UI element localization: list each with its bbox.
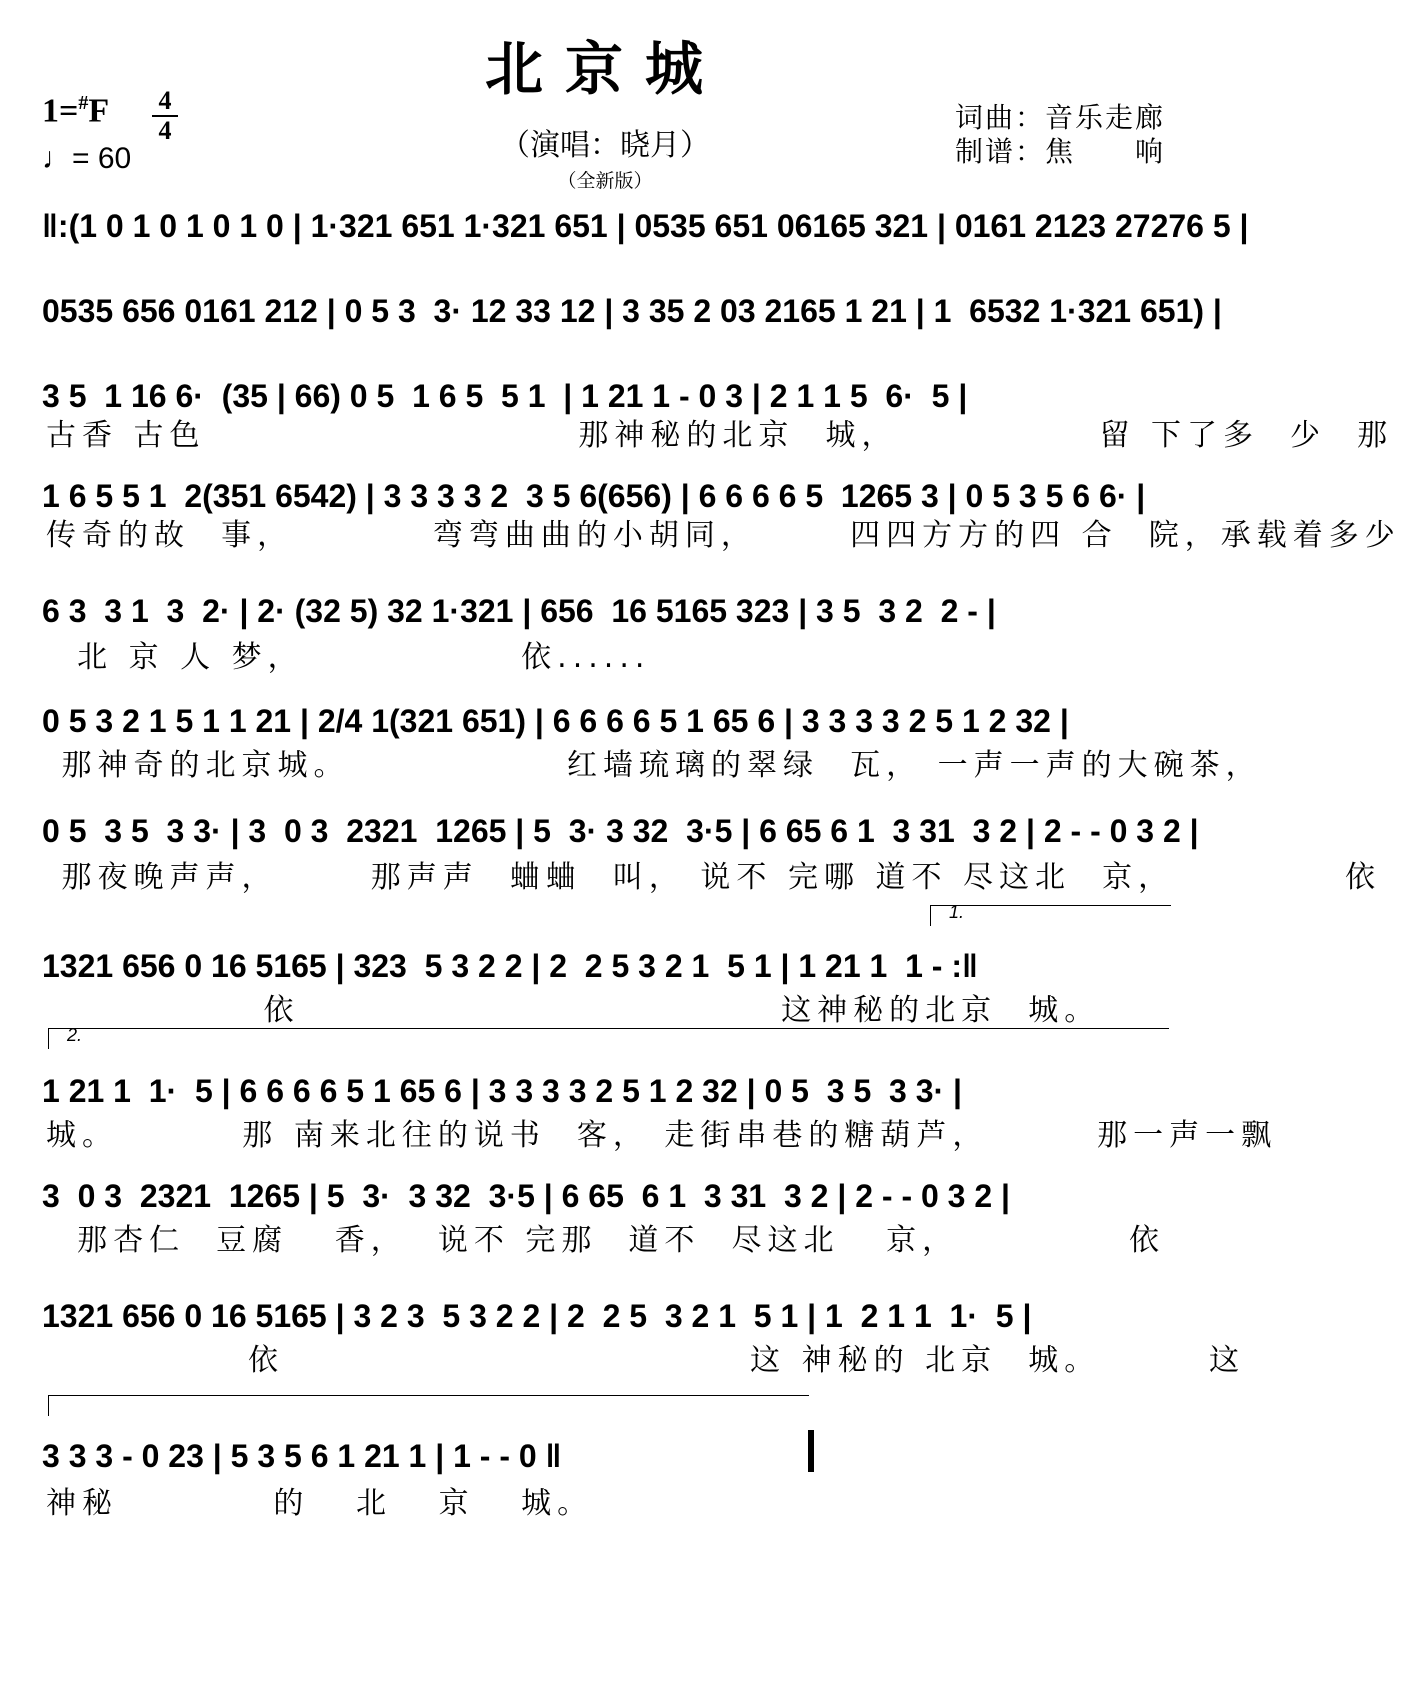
tempo-marking: ♩= 60 <box>42 142 132 175</box>
stave-12-lyrics: 神秘 的 北 京 城。 <box>46 1486 594 1521</box>
stave-3-notes: 3 5 1 16 6· (35 | 66) 0 5 1 6 5 5 1 | 1 21 1 - 0 3 | 2 1 1 5 6· 5 | <box>42 378 968 414</box>
final-barline <box>808 1430 814 1472</box>
stave-9-notes: 1 21 1 1· 5 | 6 6 6 6 5 1 65 6 | 3 3 3 3 2 5 1 2 32 | 0 5 3 5 3 3· | <box>42 1073 962 1109</box>
stave-8-lyrics: 依 这神秘的北京 城。 <box>46 993 1101 1028</box>
arranger-credit: 制谱：焦 响 <box>955 135 1166 168</box>
volta-2-bracket <box>48 1025 1169 1049</box>
lyricist-credit: 词曲：音乐走廊 <box>955 101 1166 134</box>
stave-4-notes: 1 6 5 5 1 2(351 6542) | 3 3 3 3 2 3 5 6(656) | 6 6 6 6 5 1265 3 | 0 5 3 5 6 6· | <box>42 478 1146 514</box>
key-note: F <box>88 92 110 130</box>
stave-7-lyrics: 那夜晚声声， 那声声 蛐蛐 叫， 说不 完哪 道不 尽这北 京， 依 <box>46 860 1382 895</box>
stave-12-notes: 3 3 3 - 0 23 | 5 3 5 6 1 21 1 | 1 - - 0 ‖ <box>42 1438 562 1474</box>
time-sig-top: 4 <box>158 86 172 115</box>
volta-2-number: 2. <box>67 1025 83 1045</box>
stave-2-notes: 0535 656 0161 212 | 0 5 3 3· 12 33 12 | 3 35 2 03 2165 1 21 | 1 6532 1·321 651) | <box>42 293 1222 329</box>
stave-5-lyrics: 北 京 人 梦， 依...... <box>46 640 651 675</box>
stave-6-notes: 0 5 3 2 1 5 1 1 21 | 2/4 1(321 651) | 6 6 6 6 5 1 65 6 | 3 3 3 3 2 5 1 2 32 | <box>42 703 1069 739</box>
edition-label: （全新版） <box>557 170 653 192</box>
stave-11-lyrics: 依 这 神秘的 北京 城。 这 <box>46 1343 1245 1378</box>
singer-credit: （演唱：晓月） <box>500 128 710 163</box>
stave-6-lyrics: 那神奇的北京城。 红墙琉璃的翠绿 瓦， 一声一声的大碗茶， <box>46 748 1262 783</box>
stave-5-notes: 6 3 3 1 3 2· | 2· (32 5) 32 1·321 | 656 16 5165 323 | 3 5 3 2 2 - | <box>42 593 996 629</box>
stave-1-notes: ‖:(1 0 1 0 1 0 1 0 | 1·321 651 1·321 651 | 0535 651 06165 321 | 0161 2123 27276 5 | <box>42 208 1249 244</box>
stave-3-lyrics: 古香 古色 那神秘的北京 城， 留 下了多 少 那 <box>46 418 1394 453</box>
stave-10-lyrics: 那杏仁 豆腐 香， 说不 完那 道不 尽这北 京， 依 <box>46 1223 1166 1258</box>
stave-4-lyrics: 传奇的故 事， 弯弯曲曲的小胡同， 四四方方的四 合 院，承载着多少 <box>46 518 1401 553</box>
volta-1-number: 1. <box>949 902 965 922</box>
key-prefix: 1= <box>42 92 79 130</box>
stave-10-notes: 3 0 3 2321 1265 | 5 3· 3 32 3·5 | 6 65 6 1 3 31 3 2 | 2 - - 0 3 2 | <box>42 1178 1010 1214</box>
stave-9-lyrics: 城。 那 南来北往的说书 客， 走街串巷的糖葫芦， 那一声一飘 <box>46 1118 1278 1153</box>
stave-7-notes: 0 5 3 5 3 3· | 3 0 3 2321 1265 | 5 3· 3 32 3·5 | 6 65 6 1 3 31 3 2 | 2 - - 0 3 2 | <box>42 813 1199 849</box>
song-title: 北京城 <box>484 35 725 103</box>
stave-8-notes: 1321 656 0 16 5165 | 323 5 3 2 2 | 2 2 5 3 2 1 5 1 | 1 21 1 1 - :‖ <box>42 948 978 984</box>
sharp-sign: # <box>78 92 89 114</box>
coda-bracket <box>48 1395 809 1416</box>
volta-1-bracket <box>930 902 1171 926</box>
time-sig-bottom: 4 <box>158 116 172 145</box>
stave-11-notes: 1321 656 0 16 5165 | 3 2 3 5 3 2 2 | 2 2 5 3 2 1 5 1 | 1 2 1 1 1· 5 | <box>42 1298 1032 1334</box>
